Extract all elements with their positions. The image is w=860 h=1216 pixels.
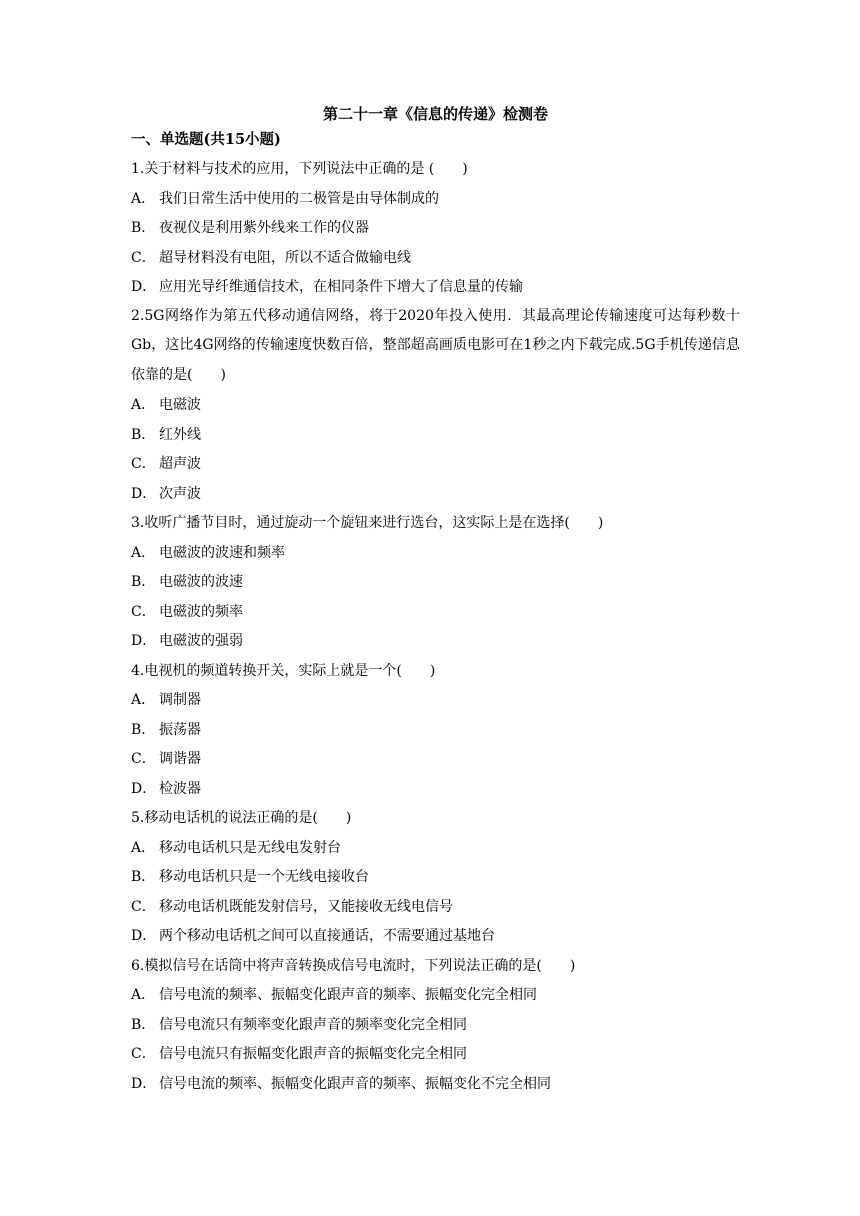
option-b: [131, 867, 740, 887]
option-b: [131, 1015, 740, 1035]
option-letter: A．: [131, 190, 156, 207]
option-text: 移动电话机只是无线电发射台: [159, 839, 341, 856]
option-a: [131, 395, 740, 415]
option-d: [131, 631, 740, 651]
option-letter: C．: [131, 898, 156, 915]
option-letter: B．: [131, 426, 156, 443]
option-text: 移动电话机只是一个无线电接收台: [159, 869, 369, 885]
option-text: 次声波: [159, 485, 201, 502]
option-letter: C．: [131, 456, 156, 472]
option-letter: D．: [131, 780, 157, 797]
option-d: [131, 926, 740, 946]
option-text: 电磁波的频率: [159, 603, 243, 620]
option-c: [131, 749, 740, 769]
option-text: 我们日常生活中使用的二极管是由导体制成的: [159, 190, 439, 207]
option-letter: C．: [131, 603, 156, 620]
option-letter: B．: [131, 574, 156, 590]
option-letter: B．: [131, 869, 156, 885]
option-text: 超导材料没有电阻，所以不适合做输电线: [159, 249, 411, 266]
option-text: 信号电流的频率、振幅变化跟声音的频率、振幅变化完全相同: [159, 987, 537, 1003]
option-text: 信号电流的频率、振幅变化跟声音的频率、振幅变化不完全相同: [159, 1075, 551, 1092]
option-letter: D．: [131, 633, 157, 649]
option-a: [131, 838, 740, 858]
option-text: 电磁波的波速和频率: [159, 544, 285, 561]
option-b: [131, 425, 740, 445]
question-5: [131, 808, 740, 946]
option-letter: D．: [131, 928, 157, 944]
option-text: 信号电流只有振幅变化跟声音的振幅变化完全相同: [159, 1046, 467, 1062]
option-letter: A．: [131, 692, 156, 708]
option-c: [131, 1044, 740, 1064]
option-text: 超声波: [159, 456, 201, 472]
option-a: [131, 985, 740, 1005]
question-6: [131, 956, 740, 1094]
option-text: 调谐器: [159, 751, 201, 767]
question-3: [131, 513, 740, 651]
option-c: [131, 897, 740, 917]
option-text: 红外线: [159, 426, 201, 443]
option-letter: A．: [131, 839, 156, 856]
option-letter: B．: [131, 220, 156, 236]
option-letter: D．: [131, 485, 157, 502]
document-title: 第二十一章《信息的传递》检测卷: [322, 105, 548, 123]
option-c: [131, 454, 740, 474]
question-stem: 5.移动电话机的说法正确的是( ): [131, 810, 352, 826]
option-c: [131, 602, 740, 622]
section-heading: 一、单选题(共15小题): [131, 131, 281, 148]
option-text: 振荡器: [159, 721, 201, 738]
option-letter: C．: [131, 751, 156, 767]
option-letter: B．: [131, 1016, 156, 1033]
option-b: [131, 218, 740, 238]
option-text: 信号电流只有频率变化跟声音的频率变化完全相同: [159, 1016, 467, 1033]
option-d: [131, 1074, 740, 1094]
option-text: 检波器: [159, 780, 201, 797]
option-b: [131, 720, 740, 740]
option-d: [131, 277, 740, 297]
option-d: [131, 779, 740, 799]
option-a: [131, 189, 740, 209]
option-letter: D．: [131, 1075, 157, 1092]
option-a: [131, 543, 740, 563]
option-text: 应用光导纤维通信技术，在相同条件下增大了信息量的传输: [159, 279, 523, 295]
option-letter: D．: [131, 279, 157, 295]
option-text: 电磁波的波速: [159, 574, 243, 590]
option-letter: C．: [131, 1046, 156, 1062]
option-letter: A．: [131, 544, 156, 561]
option-a: [131, 690, 740, 710]
question-2: [131, 302, 740, 504]
question-stem: 4.电视机的频道转换开关，实际上就是一个( ): [131, 662, 436, 679]
option-text: 两个移动电话机之间可以直接通话，不需要通过基地台: [159, 928, 495, 944]
option-text: 夜视仪是利用紫外线来工作的仪器: [159, 220, 369, 236]
option-text: 调制器: [159, 692, 201, 708]
question-4: [131, 661, 740, 799]
option-text: 电磁波的强弱: [159, 633, 243, 649]
option-letter: C．: [131, 249, 156, 266]
question-stem: 2.5G网络作为第五代移动通信网络，将于2020年投入使用．其最高理论传输速度可达每秒数十Gb，这比4G网络的传输速度快数百倍，整部超高画质电影可在1秒之内下载完成.5G手机传递信息依靠的是( ): [131, 307, 740, 383]
option-letter: A．: [131, 397, 156, 413]
option-letter: A．: [131, 987, 156, 1003]
option-letter: B．: [131, 721, 156, 738]
question-stem: 6.模拟信号在话筒中将声音转换成信号电流时，下列说法正确的是( ): [131, 957, 576, 974]
question-stem: 3.收听广播节目时，通过旋动一个旋钮来进行选台，这实际上是在选择( ): [131, 515, 604, 531]
question-1: [131, 159, 740, 297]
option-text: 移动电话机既能发射信号，又能接收无线电信号: [159, 898, 453, 915]
option-text: 电磁波: [159, 397, 201, 413]
option-b: [131, 572, 740, 592]
option-d: [131, 484, 740, 504]
question-stem: 1.关于材料与技术的应用，下列说法中正确的是 ( ): [131, 161, 468, 177]
option-c: [131, 248, 740, 268]
